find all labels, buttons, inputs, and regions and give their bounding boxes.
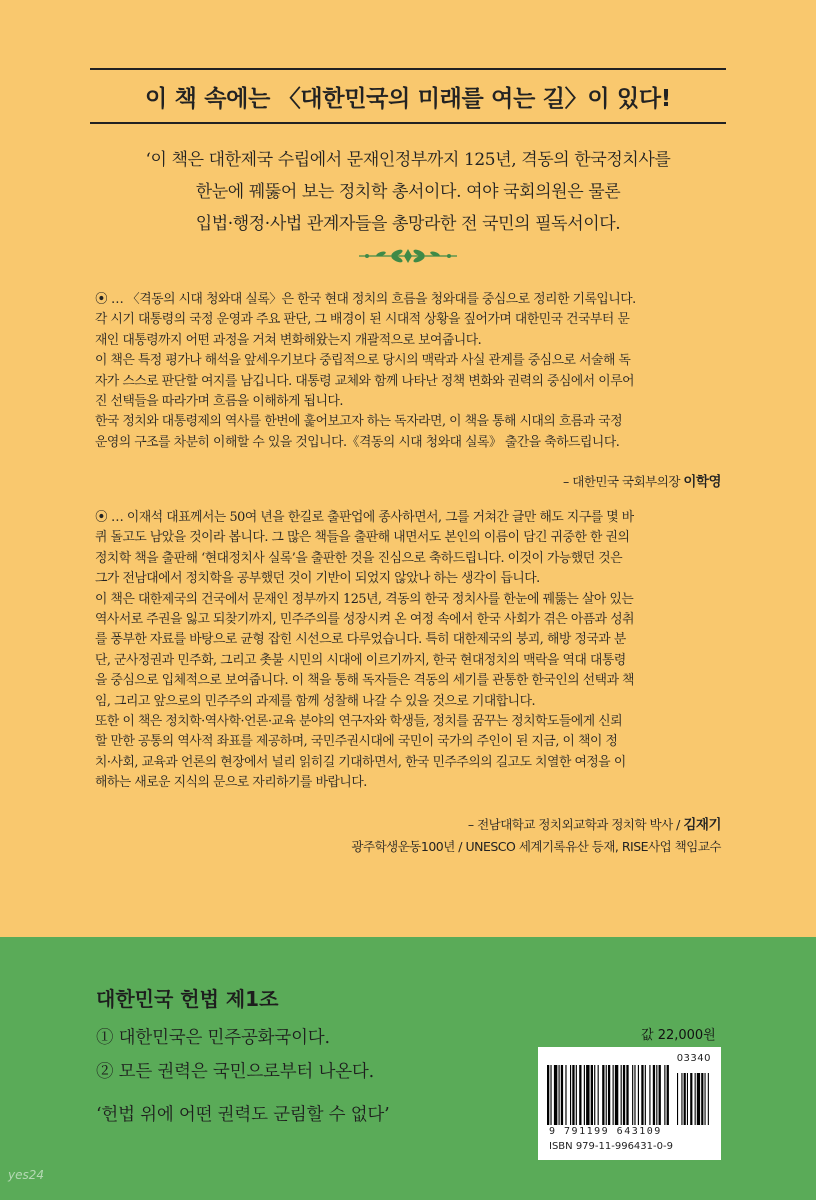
intro-line: ‘이 책은 대한제국 수립에서 문재인정부까지 125년, 격동의 한국정치사를	[145, 150, 671, 170]
barcode-number: 9 791199 643109	[549, 1126, 662, 1137]
endorsement-line: 임, 그리고 앞으로의 민주주의 과제를 함께 성찰해 나갈 수 있을 것으로 기대합니다.	[95, 693, 536, 709]
endorsement-line: 퀴 돌고도 남았을 것이라 봅니다. 그 많은 책들을 출판해 내면서도 본인의 이름이 담긴 귀중한 한 권의	[95, 530, 630, 546]
signature-line	[351, 814, 721, 836]
endorsement-line: 한국 정치와 대통령제의 역사를 한번에 훑어보고자 하는 독자라면, 이 책을 통해 시대의 흐름과 국정	[95, 414, 623, 430]
endorsement-line: ⦿ … 이재석 대표께서는 50여 년을 한길로 출판업에 종사하면서, 그를 거쳐간 글만 해도 지구를 몇 바	[95, 510, 634, 525]
endorsement-line: 해하는 새로운 지식의 문으로 자리하기를 바랍니다.	[95, 775, 367, 791]
endorsement-line: 운영의 구조를 차분히 이해할 수 있을 것입니다.《격동의 시대 청와대 실록》 출간을 축하드립니다.	[95, 434, 620, 450]
isbn-text: ISBN 979-11-996431-0-9	[549, 1141, 673, 1152]
endorsement-line: 을 중심으로 입체적으로 보여줍니다. 이 책을 통해 독자들은 격동의 세기를 관통한 한국인의 선택과 책	[95, 673, 635, 689]
endorsement-line: 이 책은 특정 평가나 해석을 앞세우기보다 중립적으로 당시의 맥락과 사실 관계를 중심으로 서술해 독	[95, 353, 631, 369]
endorsement-line: 각 시기 대통령의 국정 운영과 주요 판단, 그 배경이 된 시대적 상황을 짚어가며 대한민국 건국부터 문	[95, 312, 630, 328]
constitution-title: 대한민국 헌법 제1조	[96, 987, 279, 1011]
endorsement-line: 이 책은 대한제국의 건국에서 문재인 정부까지 125년, 격동의 한국 정치사를 한눈에 꿰뚫는 살아 있는	[95, 591, 634, 607]
endorsement-line: 진 선택들을 따라가며 흐름을 이해하게 됩니다.	[95, 394, 344, 410]
barcode-icon	[547, 1065, 712, 1127]
barcode-panel	[538, 1047, 721, 1160]
endorsement-line: 역사서로 주권을 잃고 되찾기까지, 민주주의를 성장시켜 온 여정 속에서 한국 사회가 겪은 아픔과 성취	[95, 612, 635, 628]
endorsement-line: 할 만한 공통의 역사적 좌표를 제공하며, 국민주권시대에 국민이 국가의 주인이 된 지금, 이 책이 정	[95, 734, 618, 750]
endorsement-line: 자가 스스로 판단할 여지를 남깁니다. 대통령 교체와 함께 나타난 정책 변화와 권력의 중심에서 이루어	[95, 373, 635, 389]
barcode-addon-code: 03340	[676, 1053, 711, 1064]
endorsement-2	[95, 508, 721, 794]
endorsement-line: 치·사회, 교육과 언론의 현장에서 널리 읽히길 기대하면서, 한국 민주주의의 길고도 치열한 여정을 이	[95, 754, 626, 770]
leaf-ornament-icon	[355, 246, 461, 266]
endorsement-line: 를 풍부한 자료를 바탕으로 균형 잡힌 시선으로 다루었습니다. 특히 대한제국의 붕괴, 해방 정국과 분	[95, 632, 626, 648]
endorsement-line: 단, 군사정권과 민주화, 그리고 촛불 시민의 시대에 이르기까지, 한국 현대정치의 맥락을 역대 대통령	[95, 652, 626, 668]
endorsement-1	[95, 290, 721, 453]
signature-affiliation: 광주학생운동100년 / UNESCO 세계기록유산 등재, RISE사업 책임교수	[351, 839, 721, 854]
endorsement-2-signature	[351, 814, 721, 857]
signature-role: – 대한민국 국회부의장	[563, 474, 680, 489]
endorsement-1-signature	[563, 470, 721, 490]
signature-role: – 전남대학교 정치외교학과 정치학 박사 /	[467, 817, 680, 832]
intro-line: 한눈에 꿰뚫어 보는 정치학 총서이다. 여야 국회의원은 물론	[195, 182, 621, 202]
headline: 이 책 속에는 〈대한민국의 미래를 여는 길〉이 있다!	[90, 68, 726, 124]
constitution-article-2: ② 모든 권력은 국민으로부터 나온다.	[96, 1062, 374, 1082]
watermark: yes24	[8, 1168, 45, 1182]
constitution-article-1: ① 대한민국은 민주공화국이다.	[96, 1028, 330, 1048]
endorsement-line: ⦿ … 〈격동의 시대 청와대 실록〉은 한국 현대 정치의 흐름을 청와대를 중심으로 정리한 기록입니다.	[95, 292, 636, 307]
signature-name: 이학영	[683, 474, 721, 490]
endorsement-line: 재인 대통령까지 어떤 과정을 거쳐 변화해왔는지 개괄적으로 보여줍니다.	[95, 332, 482, 348]
endorsement-line: 정치학 책을 출판해 ‘현대정치사 실록’을 출판한 것을 진심으로 축하드립니다. 이것이 가능했던 것은	[95, 550, 623, 566]
endorsement-line: 그가 전남대에서 정치학을 공부했던 것이 기반이 되었지 않았나 하는 생각이 듭니다.	[95, 571, 540, 587]
constitution-quote: ‘헌법 위에 어떤 권력도 군림할 수 없다’	[96, 1105, 390, 1125]
intro-quote	[96, 144, 720, 240]
endorsement-line: 또한 이 책은 정치학·역사학·언론·교육 분야의 연구자와 학생들, 정치를 꿈꾸는 정치학도들에게 신뢰	[95, 714, 623, 730]
intro-line: 입법·행정·사법 관계자들을 총망라한 전 국민의 필독서이다.	[195, 214, 621, 234]
price-label: 값 22,000원	[641, 1028, 716, 1043]
signature-name: 김재기	[683, 817, 721, 833]
